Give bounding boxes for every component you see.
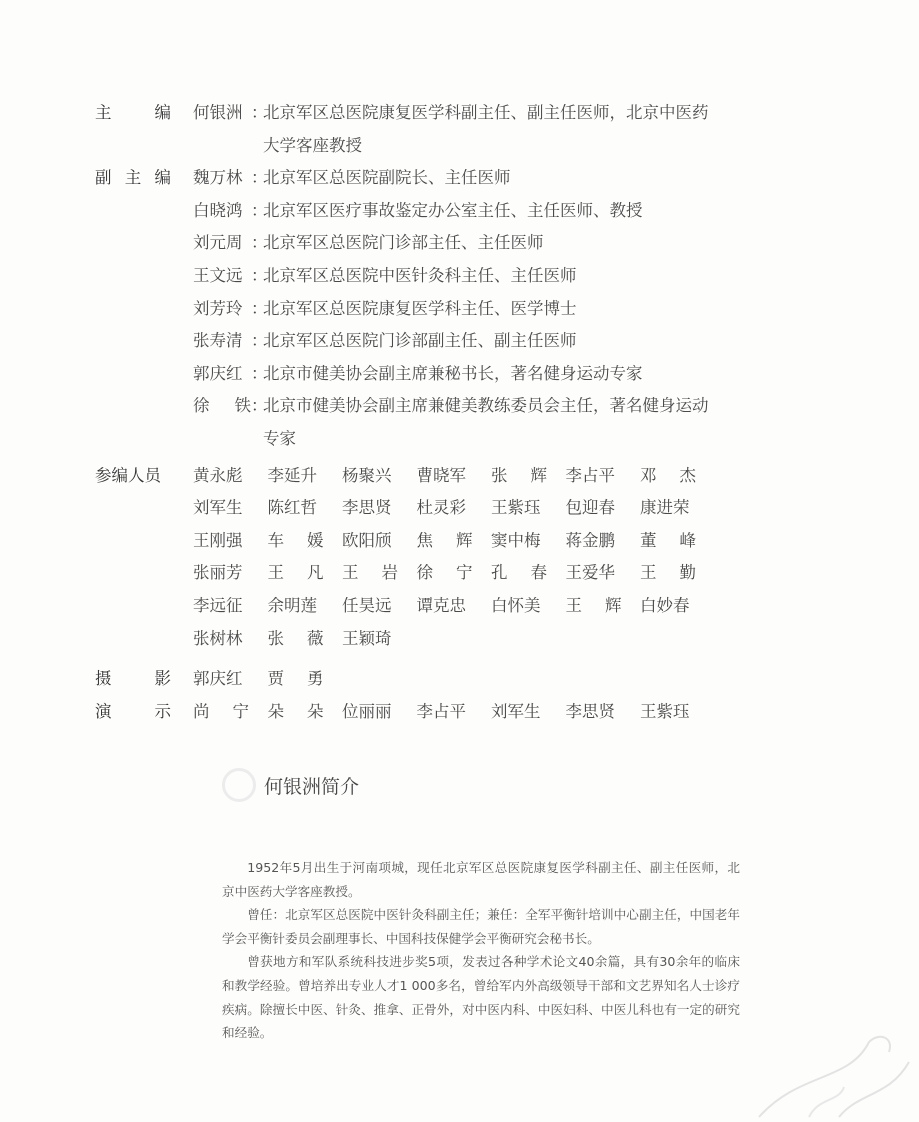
name-grid xyxy=(193,663,715,696)
person-name-char: 王紫珏 xyxy=(491,498,541,518)
entries xyxy=(193,97,723,162)
bio-title: 何银洲简介 xyxy=(264,776,360,798)
person-title: 北京军区总医院门诊部副主任、副主任医师 xyxy=(263,331,577,351)
person-name xyxy=(566,460,622,493)
section-label-text xyxy=(95,663,171,696)
person-name xyxy=(268,557,324,590)
person-name xyxy=(342,492,398,525)
person-name xyxy=(268,492,324,525)
person-name-char: 白晓鸿 xyxy=(193,200,243,220)
person-name xyxy=(193,227,251,260)
person-name xyxy=(193,460,249,493)
person-name-char: 峰 xyxy=(679,530,696,550)
person-title: 北京军区总医院副院长、主任医师 xyxy=(263,168,511,188)
person-name xyxy=(417,557,473,590)
section-label-text: 参编人员 xyxy=(95,465,161,485)
person-name-char: 王文远 xyxy=(193,265,243,285)
person-name xyxy=(342,525,398,558)
person-name-char: 何银洲 xyxy=(193,103,243,122)
person-name-char: 辉 xyxy=(456,530,473,550)
section-label-text xyxy=(95,162,171,455)
person-name-char: 宁 xyxy=(232,701,249,721)
person-name-char: 李思贤 xyxy=(565,701,615,721)
colon: ： xyxy=(251,233,268,253)
section-label-text-char: 摄 xyxy=(95,669,112,689)
person-name-char: 杜灵彩 xyxy=(416,498,466,518)
person-name xyxy=(640,696,696,729)
person-name-char: 白怀美 xyxy=(491,595,541,615)
person-name xyxy=(417,460,473,493)
person-name xyxy=(268,696,324,729)
person-name-char: 宁 xyxy=(456,563,473,583)
person-name xyxy=(640,492,696,525)
credit-entry xyxy=(193,293,723,326)
contributors-section xyxy=(95,460,723,656)
person-name-char: 徐 xyxy=(193,396,210,416)
person-name-char: 车 xyxy=(267,530,284,550)
person-name-char: 黄永彪 xyxy=(193,465,243,485)
person-name-char: 岩 xyxy=(381,563,398,583)
person-name-char: 刘芳玲 xyxy=(193,298,243,318)
person-name-char: 王紫珏 xyxy=(640,701,690,721)
person-name-char: 凡 xyxy=(307,563,324,583)
person-name-char: 杨聚兴 xyxy=(342,465,392,485)
person-name-char: 王爱华 xyxy=(565,563,615,583)
section-label xyxy=(95,696,193,729)
person-name-char: 李占平 xyxy=(565,465,615,485)
person-name xyxy=(566,492,622,525)
bio-paragraph: 曾获地方和军队系统科技进步奖5项，发表过各种学术论文40余篇，具有30余年的临床和教学经验。曾培养出专业人才1 000多名，曾给军内外高级领导干部和文艺界知名人士诊疗疾病。除擅长中医、针灸、推拿、正骨外，对中医内科、中医妇科、中医儿科也有一定的研究和经验。 xyxy=(222,954,740,1041)
person-name xyxy=(268,663,324,696)
person-title: 北京军区总医院康复医学科主任、医学博士 xyxy=(263,298,577,318)
person-name-char: 窦中梅 xyxy=(491,530,541,550)
person-name xyxy=(417,590,473,623)
person-name xyxy=(491,557,547,590)
colon: ： xyxy=(251,265,268,285)
deputy_editors-section xyxy=(95,162,723,455)
person-name xyxy=(417,492,473,525)
section-label-text-char: 示 xyxy=(154,701,171,721)
person-name xyxy=(193,590,249,623)
section-label xyxy=(95,162,193,455)
person-name xyxy=(491,492,547,525)
person-name-char: 杰 xyxy=(679,465,696,485)
person-name-char: 郭庆红 xyxy=(193,363,243,383)
person-name-char: 徐 xyxy=(416,563,433,583)
person-name xyxy=(268,623,324,656)
person-name xyxy=(193,492,249,525)
person-name xyxy=(566,525,622,558)
person-name-char: 白妙春 xyxy=(640,595,690,615)
person-name xyxy=(193,293,251,326)
section-label-text-char: 编 xyxy=(154,168,171,188)
section-label-text-char: 主 xyxy=(124,168,142,188)
person-name-char: 张树林 xyxy=(193,628,243,648)
person-name-char: 张丽芳 xyxy=(193,563,243,583)
section-label-text-char: 副 xyxy=(95,168,112,188)
section-label xyxy=(95,663,193,696)
person-name xyxy=(491,696,547,729)
person-name-char: 康进荣 xyxy=(640,498,690,518)
colon: ： xyxy=(251,103,268,122)
person-name xyxy=(566,590,622,623)
credit-entry xyxy=(193,195,723,228)
credit-entry xyxy=(193,162,723,195)
person-name xyxy=(193,358,251,391)
person-name-char: 朵 xyxy=(307,701,324,721)
person-title: 北京市健美协会副主席兼健美教练委员会主任，著名健身运动专家 xyxy=(263,396,709,448)
colon: ： xyxy=(251,200,268,220)
name-grid xyxy=(193,460,715,656)
section-label-text-char: 主 xyxy=(95,103,112,122)
colon: ： xyxy=(251,298,268,318)
person-name xyxy=(640,525,696,558)
person-name-char: 勤 xyxy=(679,563,696,583)
person-name-char: 李延升 xyxy=(267,465,317,485)
person-name xyxy=(342,623,398,656)
floral-ornament-icon xyxy=(719,1012,919,1122)
section-label-text-char: 影 xyxy=(154,669,171,689)
person-name-char: 王 xyxy=(565,595,582,615)
person-name-char: 任昊远 xyxy=(342,595,392,615)
section-label-text xyxy=(95,696,171,729)
person-name xyxy=(417,696,473,729)
bio-paragraph: 1952年5月出生于河南项城，现任北京军区总医院康复医学科副主任、副主任医师，北京中医药大学客座教授。 xyxy=(222,860,740,899)
person-name-char: 魏万林 xyxy=(193,168,243,188)
credit-entry xyxy=(193,260,723,293)
person-name xyxy=(193,162,251,195)
credit-entry xyxy=(193,358,723,391)
person-title: 北京军区总医院康复医学科副主任、副主任医师，北京中医药大学客座教授 xyxy=(263,103,709,155)
person-name-char: 勇 xyxy=(307,669,324,689)
section-label xyxy=(95,97,193,162)
person-name xyxy=(640,590,696,623)
demonstration-section xyxy=(95,696,723,729)
person-name xyxy=(193,260,251,293)
person-name-char: 位丽丽 xyxy=(342,701,392,721)
credit-entry xyxy=(193,97,723,162)
person-name-char: 郭庆红 xyxy=(193,669,243,689)
person-name-char: 朵 xyxy=(267,701,284,721)
person-name-char: 焦 xyxy=(416,530,433,550)
person-name-char: 王颖琦 xyxy=(342,628,392,648)
person-name-char: 薇 xyxy=(307,628,324,648)
person-name xyxy=(193,195,251,228)
person-name-char: 陈红哲 xyxy=(267,498,317,518)
person-name xyxy=(491,525,547,558)
person-name xyxy=(342,590,398,623)
credit-entry xyxy=(193,325,723,358)
person-name-char: 李思贤 xyxy=(342,498,392,518)
bio-text xyxy=(222,856,740,1045)
credits-list xyxy=(95,97,723,728)
person-name xyxy=(193,325,251,358)
person-name-char: 春 xyxy=(530,563,547,583)
person-name xyxy=(268,460,324,493)
person-name xyxy=(193,525,249,558)
person-name-char: 辉 xyxy=(530,465,547,485)
person-name-char: 刘军生 xyxy=(491,701,541,721)
person-name-char: 尚 xyxy=(193,701,210,721)
person-name xyxy=(342,460,398,493)
person-name xyxy=(193,97,251,162)
person-name-char: 王 xyxy=(267,563,284,583)
person-title: 北京市健美协会副主席兼秘书长，著名健身运动专家 xyxy=(263,363,643,383)
person-name-char: 铁 xyxy=(234,396,251,416)
person-name-char: 包迎春 xyxy=(565,498,615,518)
person-title: 北京军区总医院中医针灸科主任、主任医师 xyxy=(263,265,577,285)
person-name-char: 媛 xyxy=(307,530,324,550)
section-label-text-char: 演 xyxy=(95,701,112,721)
bio-paragraph: 曾任：北京军区总医院中医针灸科副主任；兼任：全军平衡针培训中心副主任，中国老年学会平衡针委员会副理事长、中国科技保健学会平衡研究会秘书长。 xyxy=(222,907,740,946)
person-name xyxy=(268,525,324,558)
person-name-char: 欧阳颀 xyxy=(342,530,392,550)
person-name xyxy=(491,590,547,623)
section-label xyxy=(95,460,193,656)
entries xyxy=(193,162,723,455)
colon: ： xyxy=(251,396,268,416)
person-name xyxy=(193,390,251,455)
person-name-char: 余明莲 xyxy=(267,595,317,615)
person-name-char: 邓 xyxy=(640,465,657,485)
person-name-char: 李远征 xyxy=(193,595,243,615)
person-name-char: 董 xyxy=(640,530,657,550)
person-name-char: 蒋金鹏 xyxy=(565,530,615,550)
person-name-char: 辉 xyxy=(605,595,622,615)
section-label-text xyxy=(95,97,171,162)
colon: ： xyxy=(251,168,268,188)
person-title: 北京军区总医院门诊部主任、主任医师 xyxy=(263,233,544,253)
person-name-char: 贾 xyxy=(267,669,284,689)
person-name-char: 王 xyxy=(640,563,657,583)
person-name-char: 张 xyxy=(491,465,508,485)
person-name xyxy=(268,590,324,623)
person-name xyxy=(640,460,696,493)
person-name-char: 王 xyxy=(342,563,359,583)
person-name-char: 张 xyxy=(267,628,284,648)
person-name-char: 曹晓军 xyxy=(416,465,466,485)
person-title: 北京军区医疗事故鉴定办公室主任、主任医师、教授 xyxy=(263,200,643,220)
credit-entry xyxy=(193,390,723,455)
person-name-char: 刘元周 xyxy=(193,233,243,253)
credit-entry xyxy=(193,227,723,260)
circle-ornament-icon xyxy=(222,768,256,802)
person-name-char: 张寿清 xyxy=(193,331,243,351)
person-name xyxy=(491,460,547,493)
person-name-char: 王刚强 xyxy=(193,530,243,550)
person-name xyxy=(193,623,249,656)
person-name xyxy=(193,663,249,696)
person-name xyxy=(566,557,622,590)
name-grid xyxy=(193,696,715,729)
photography-section xyxy=(95,663,723,696)
section-label-text-char: 编 xyxy=(154,103,171,122)
person-name xyxy=(342,557,398,590)
person-name-char: 刘军生 xyxy=(193,498,243,518)
person-name-char: 谭克忠 xyxy=(416,595,466,615)
colon: ： xyxy=(251,363,268,383)
person-name xyxy=(566,696,622,729)
person-name xyxy=(193,696,249,729)
colon: ： xyxy=(251,331,268,351)
person-name-char: 孔 xyxy=(491,563,508,583)
person-name xyxy=(193,557,249,590)
person-name xyxy=(342,696,398,729)
person-name xyxy=(417,525,473,558)
person-name-char: 李占平 xyxy=(416,701,466,721)
person-name xyxy=(640,557,696,590)
editor_in_chief-section xyxy=(95,97,723,162)
